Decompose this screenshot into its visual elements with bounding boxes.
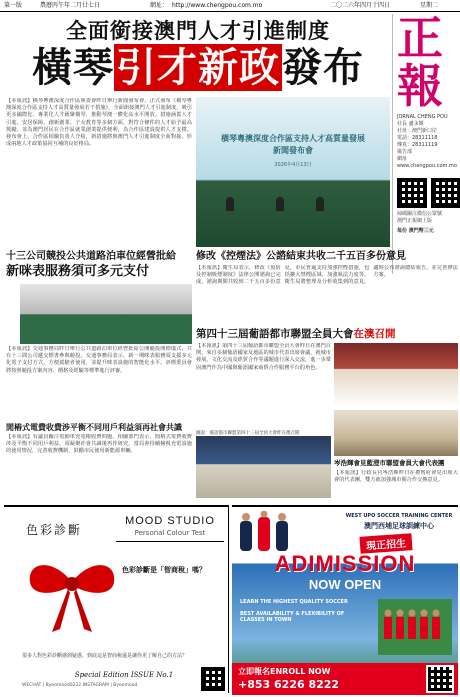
soccer-admission: ADIMISSION xyxy=(274,551,416,576)
article5-title-part1: 第四十三屆葡語都市聯盟全員大會 xyxy=(196,328,354,340)
ceo-meeting-photo xyxy=(334,410,458,456)
qr-code-icon[interactable] xyxy=(431,178,460,208)
mast-line: JORNAL CHENG POU xyxy=(397,114,448,120)
kids-team-icon xyxy=(378,599,452,655)
logo-bottom: 報 xyxy=(397,59,443,113)
masthead-info xyxy=(397,114,460,170)
headline-part1: 橫琴 xyxy=(32,44,114,91)
masthead xyxy=(392,11,460,274)
soccer-cta[interactable]: 立即報名ENROLL NOW xyxy=(238,667,331,676)
assembly-photo-caption: 圖說：葡語都市聯盟第四十三屆全員大會昨在澳召開 xyxy=(196,431,300,436)
divider xyxy=(116,541,224,542)
soccer-org: WEST UPO SOCCER TRAINING CENTER xyxy=(345,513,453,519)
website-url[interactable]: http://www.chengpou.com.mo xyxy=(172,2,263,9)
mood-edition: Special Edition ISSUE No.1 xyxy=(74,671,174,679)
article4-body: 【本報訊】有議員關注電動車充電樁收費問題。相關部門表示，閒樁式電費收費涉及平衡不同用戶利益，須凝聚社會共識後再作研究，當局會持續檢視充電設施的使用情況，完善收費機制，鼓勵市民使用新能源車輛。 xyxy=(6,434,192,455)
soccer-training-ad[interactable] xyxy=(232,505,458,693)
article2-body: 【本報訊】交通事務局昨日舉行公共道路泊車位經營批給公開競投開標儀式，共有十三間公司遞交標書參與競投。交通事務局表示，新一期咪表服務須支援多元化電子支付方式，方便駕駛者使用，並提升咪表設施的智能化水平。評標委員會將按照競投方案內容、價格及經驗等標準進行評審。 xyxy=(6,346,192,374)
qr-code-icon[interactable] xyxy=(397,178,427,208)
qr-code-icon[interactable] xyxy=(426,665,454,693)
online-caption: 澳門正報網上版 xyxy=(397,218,433,224)
mast-line: 廣告部 xyxy=(397,149,413,155)
lunar-date: 農曆丙午年二月廿七日 xyxy=(40,2,101,9)
headline-part2: 發布 xyxy=(282,44,364,91)
mast-line: 網址 www.chengpou.com.mo xyxy=(397,156,457,169)
mood-subtitle: Personal Colour Test xyxy=(134,529,206,537)
headline-line1: 全面銜接澳門人才引進制度 xyxy=(66,18,330,43)
soccer-line1: LEARN THE HIGHEST QUALITY SOCCER xyxy=(240,599,348,605)
tender-photo xyxy=(20,284,192,344)
article6-title: 岑浩輝會見藍澄市聯盟會員大會代表團 xyxy=(334,459,445,467)
weekday: 星期二 xyxy=(420,2,439,9)
soccer-org-cn: 澳門西埔足球訓練中心 xyxy=(364,522,434,530)
mood-left-title: 色彩診斷 xyxy=(26,523,83,537)
article1-body: 【本報訊】橫琴粵澳深度合作區執委會昨日舉行新聞發布會，正式發布《橫琴粵澳深度合作區支持人才高質量發展若干措施》，全面銜接澳門人才引進制度，吸引更多國際化、專業化人才匯聚橫琴，推動琴澳一體化高水平開放。措施涵蓋人才引進、安居保障、創新創業、子女教育等多個方面，對符合條件的人才給予最高獎勵，並為澳門居民在合作區就業創業提供便利，為合作區建設提供人才支撐。發布會上，合作區相關負責人介紹，新措施將與澳門人才引進制度全面對接，形成兩地人才政策協同互補的良好格局。 xyxy=(6,98,192,148)
mood-question: 色彩診斷是「智商稅」嗎？ xyxy=(122,566,206,574)
article6-body: 【本報訊】行政長官岑浩輝昨日在禮賓府會見出席大會的代表團，雙方就加強城市間合作交換意見。 xyxy=(334,470,458,484)
qr-caption: 掃碼關注微信公眾號 xyxy=(397,211,443,217)
press-conference-photo xyxy=(196,97,390,247)
mast-line: 電話：28311118 xyxy=(397,135,438,141)
soccer-phone[interactable]: +853 6226 8222 xyxy=(238,678,340,691)
soccer-now-open: NOW OPEN xyxy=(308,577,382,592)
logo-top: 正 xyxy=(397,11,443,65)
banner-date: 2026年4月13日 xyxy=(274,162,312,168)
mood-studio-ad[interactable] xyxy=(4,505,229,693)
mast-line: 社長 盧永輝 xyxy=(397,121,424,127)
mood-bottom-text: 很多人對色彩診斷感到疑惑，到底這是智商稅還是讓你更了解自己的方法？ xyxy=(22,653,188,659)
meeting-photo xyxy=(334,343,458,407)
website-label: 網址： xyxy=(150,2,169,9)
publication-date: 二〇二六年四月十四日 xyxy=(330,2,391,9)
mood-contact: WECHAT | Byeomood0222 INSTAGRAM | Byeomood xyxy=(22,683,138,688)
red-bow-icon xyxy=(22,537,122,637)
soccer-recruit: 現正招生 xyxy=(359,533,412,554)
article2-title2: 新咪表服務須可多元支付 xyxy=(6,264,150,279)
soccer-cta-bar[interactable] xyxy=(232,663,458,695)
person-figure xyxy=(276,197,284,211)
article3-body: 【本報訊】衛生局表示，修改《預防及控制吸煙制度》法律公開諮詢已完成，諮詢期間共收到二千五百多份意見，市民普遍支持加強控煙措施，包括擴大禁煙區域、加強執法力度等。衛生局將整理及分析收集到的意見，適時公布諮詢總結報告，並完善修法方案。 xyxy=(196,265,458,286)
article2-title1: 十三公司競投公共道路泊車位經營批給 xyxy=(6,251,176,262)
qr-code-icon[interactable] xyxy=(201,667,225,691)
article5-title-red: 在澳召開 xyxy=(353,328,396,340)
article3-title: 修改《控煙法》公諮結束共收二千五百多份意見 xyxy=(196,251,406,262)
price: 每份 澳門幣三元 xyxy=(397,228,434,234)
page-number: 第一版 xyxy=(4,2,23,9)
article5-title xyxy=(196,327,458,341)
person-figure xyxy=(316,197,324,211)
article5-body: 【本報訊】第四十三屆葡語都市聯盟全員大會昨日在澳門召開，來自多個葡語國家及地區的城市代表出席會議，就城市發展、文化交流及經貿合作等議題進行深入交流，進一步鞏固澳門作為中國與葡語國家商貿合作服務平台的角色。 xyxy=(196,343,331,371)
mood-brand: MOOD STUDIO xyxy=(125,515,215,527)
person-figure xyxy=(226,197,234,211)
headline-line2 xyxy=(8,42,388,94)
mast-line: 傳真：28311119 xyxy=(397,142,438,148)
banner-line1: 橫琴粵澳深度合作區支持人才高質量發展 xyxy=(221,134,365,143)
article4-title: 閒樁式電費收費涉平衡不同用戶利益須再社會共識 xyxy=(6,422,182,432)
assembly-photo xyxy=(196,436,331,498)
banner-line2: 新聞發布會 xyxy=(273,146,313,155)
top-bar xyxy=(0,0,460,12)
headline-red: 引才新政 xyxy=(116,44,280,91)
soccer-line2: BEST AVAILABILITY & FLEXIBILITY OF CLASSES IN TOWN xyxy=(240,611,345,623)
mast-line: 社址：澳門新口岸 xyxy=(397,128,438,134)
